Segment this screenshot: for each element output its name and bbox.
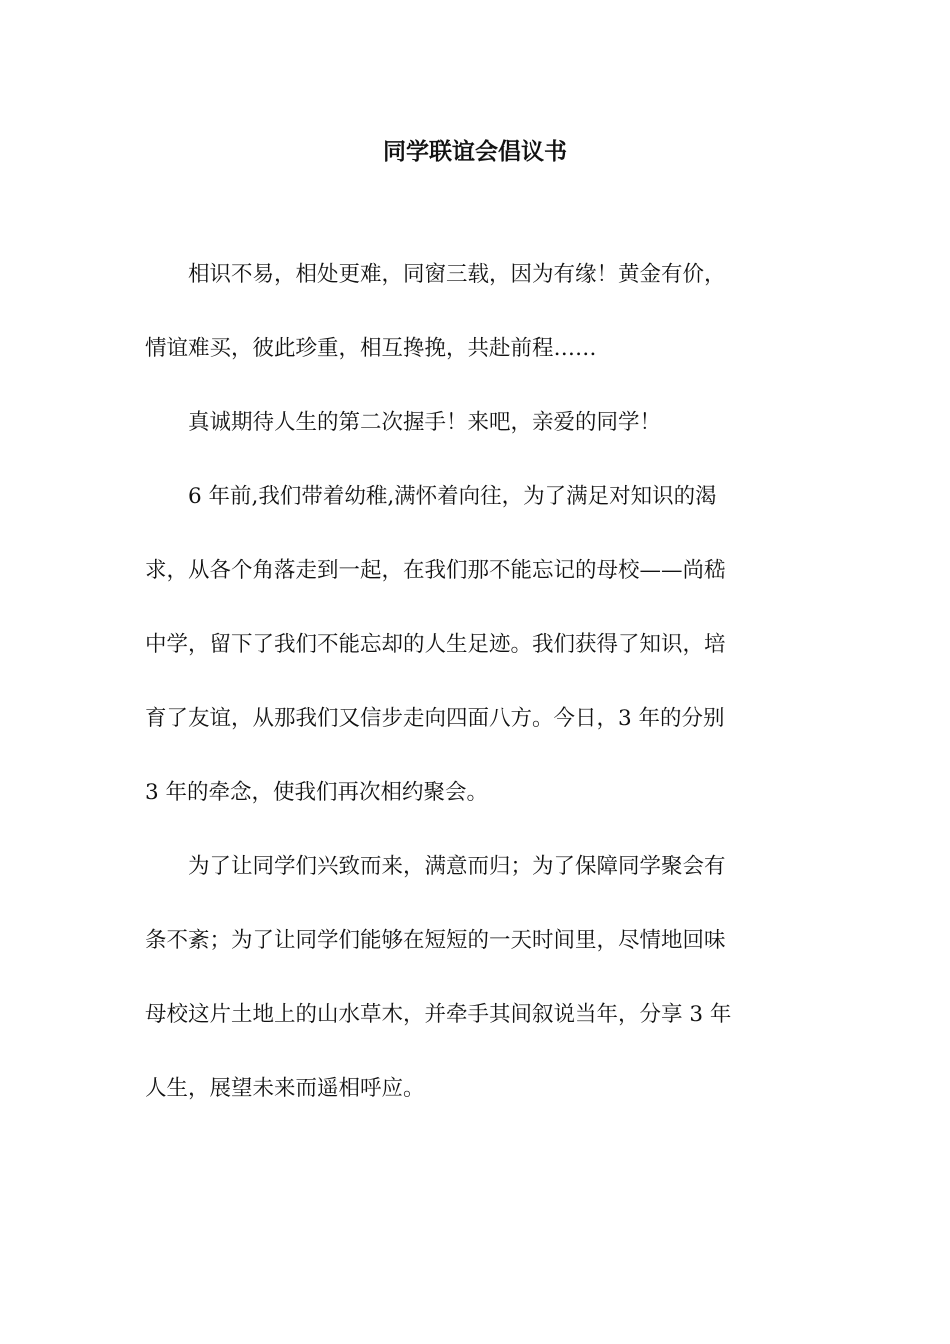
paragraph-line: 条不紊；为了让同学们能够在短短的一天时间里，尽情地回味 [145,928,726,953]
paragraph-2 [145,404,809,441]
paragraph-line: 中学，留下了我们不能忘却的人生足迹。我们获得了知识，培 [145,632,726,657]
paragraph-line: 育了友谊，从那我们又信步走向四面八方。今日，3 年的分别 [145,706,725,731]
paragraph-line: 为了让同学们兴致而来，满意而归；为了保障同学聚会有 [188,854,726,879]
paragraph-3 [145,478,809,811]
paragraph-line: 6 年前,我们带着幼稚,满怀着向往，为了满足对知识的渴 [188,484,717,509]
paragraph-1 [145,256,809,367]
paragraph-line: 3 年的牵念，使我们再次相约聚会。 [145,780,489,805]
paragraph-line: 人生，展望未来而遥相呼应。 [145,1076,425,1101]
document-body [145,256,809,1144]
paragraph-line: 情谊难买，彼此珍重，相互搀挽，共赴前程…… [145,336,597,361]
document-title: 同学联谊会倡议书 [383,138,567,165]
paragraph-4 [145,848,809,1107]
paragraph-line: 母校这片土地上的山水草木，并牵手其间叙说当年，分享 3 年 [145,1002,732,1027]
paragraph-line: 求，从各个角落走到一起，在我们那不能忘记的母校——尚嵇 [145,558,726,583]
paragraph-line: 相识不易，相处更难，同窗三载，因为有缘！黄金有价， [188,262,726,287]
paragraph-line: 真诚期待人生的第二次握手！来吧，亲爱的同学！ [188,410,662,435]
